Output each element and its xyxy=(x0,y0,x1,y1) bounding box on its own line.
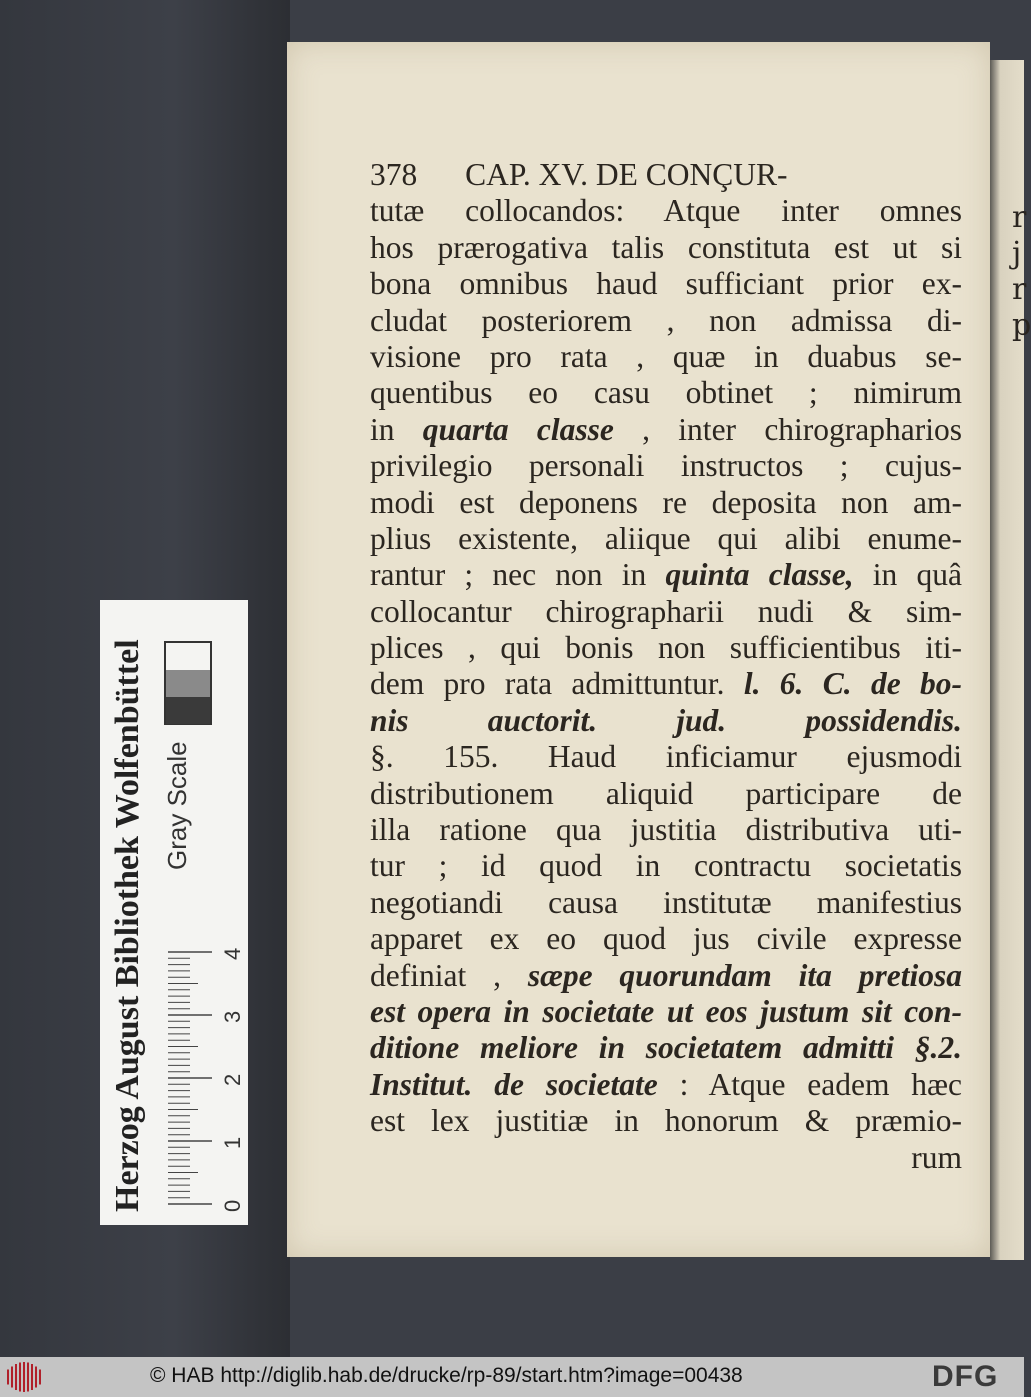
institution-label: Herzog August Bibliothek Wolfenbüttel xyxy=(109,639,146,1212)
scale-card xyxy=(100,600,248,1225)
text-segment: : Atque eadem hæc xyxy=(657,1066,963,1102)
copyright-link[interactable]: © HAB http://diglib.hab.de/drucke/rp-89/start.htm?image=00438 xyxy=(150,1364,743,1387)
text-segment: illa ratione qua justitia distributiva uti- xyxy=(370,812,962,848)
text-segment: collocantur chirographarii nudi & sim- xyxy=(370,593,962,629)
next-page-fragment: j xyxy=(1012,236,1022,271)
text-segment: §. 155. Haud inficiamur ejusmodi xyxy=(370,739,962,775)
text-segment: definiat , xyxy=(370,957,528,993)
text-line xyxy=(370,739,962,775)
italic-citation: ditione meliore in societatem admitti §.2. xyxy=(370,1030,962,1066)
text-line xyxy=(370,958,962,994)
text-segment: quentibus eo casu obtinet ; nimirum xyxy=(370,375,962,411)
text-segment: plius existente, aliique qui alibi enume- xyxy=(370,520,962,556)
text-segment: hos prærogativa talis constituta est ut si xyxy=(370,229,962,265)
text-segment: privilegio personali instructos ; cujus- xyxy=(370,448,962,484)
text-segment: visione pro rata , quæ in duabus se- xyxy=(370,338,962,374)
ruler-label: 3 xyxy=(220,1010,245,1023)
ruler xyxy=(168,948,245,1212)
next-page-fragment: r xyxy=(1012,272,1027,307)
text-line xyxy=(370,303,962,339)
text-segment: est lex justitiæ in honorum & præmio- xyxy=(370,1103,962,1139)
text-line xyxy=(370,1103,962,1139)
text-line xyxy=(370,885,962,921)
gray-scale-label: Gray Scale xyxy=(162,741,192,870)
text-segment: bona omnibus haud sufficiant prior ex- xyxy=(370,266,962,302)
text-line xyxy=(370,485,962,521)
text-line xyxy=(370,521,962,557)
text-segment: in xyxy=(370,411,423,447)
italic-citation: l. 6. C. de bo- xyxy=(743,666,962,702)
text-line xyxy=(370,375,962,411)
text-line xyxy=(370,266,962,302)
page-text xyxy=(370,157,962,1176)
text-line xyxy=(370,776,962,812)
text-line xyxy=(370,230,962,266)
italic-citation: est opera in societate ut eos justum sit con- xyxy=(370,993,962,1029)
text-segment: modi est deponens re deposita non am- xyxy=(370,484,962,520)
text-line xyxy=(370,921,962,957)
text-segment: rum xyxy=(911,1139,962,1175)
text-line xyxy=(370,630,962,666)
text-segment: tutæ collocandos: Atque inter omnes xyxy=(370,193,962,229)
next-page-fragment: p xyxy=(1012,308,1031,343)
text-line xyxy=(370,1030,962,1066)
text-segment: in quâ xyxy=(853,557,962,593)
footer-bar xyxy=(0,1357,1024,1397)
running-head xyxy=(370,157,962,193)
text-line xyxy=(370,448,962,484)
ruler-label: 0 xyxy=(220,1199,245,1212)
text-segment: apparet ex eo quod jus civile expresse xyxy=(370,921,962,957)
italic-citation: sæpe quorundam ita pretiosa xyxy=(527,957,962,993)
text-line xyxy=(370,339,962,375)
page-number: 378 xyxy=(370,157,418,192)
text-line xyxy=(370,1140,962,1176)
italic-citation: quinta classe, xyxy=(665,557,854,593)
text-line xyxy=(370,848,962,884)
italic-citation: quarta classe xyxy=(422,411,614,447)
italic-citation: Institut. de societate xyxy=(370,1066,658,1102)
text-line xyxy=(370,557,962,593)
adjacent-page-edge xyxy=(990,60,1031,1260)
ruler-label: 1 xyxy=(220,1136,245,1149)
text-segment: cludat posteriorem , non admissa di- xyxy=(370,302,962,338)
text-line xyxy=(370,412,962,448)
gray-scale-patch xyxy=(165,642,211,724)
text-segment: tur ; id quod in contractu societatis xyxy=(370,848,962,884)
hab-logo-icon xyxy=(5,1361,45,1393)
text-line xyxy=(370,1067,962,1103)
text-segment: distributionem aliquid participare de xyxy=(370,775,962,811)
text-line xyxy=(370,812,962,848)
text-line xyxy=(370,994,962,1030)
italic-citation: nis auctorit. jud. possidendis. xyxy=(370,702,962,738)
text-line xyxy=(370,594,962,630)
text-segment: negotiandi causa institutæ manifestius xyxy=(370,884,962,920)
chapter-heading: CAP. XV. DE CONÇUR- xyxy=(465,157,788,192)
text-line xyxy=(370,666,962,702)
ruler-label: 2 xyxy=(220,1073,245,1086)
text-line xyxy=(370,193,962,229)
text-segment: dem pro rata admittuntur. xyxy=(370,666,744,702)
next-page-fragment: r xyxy=(1012,200,1027,235)
text-segment: rantur ; nec non in xyxy=(370,557,666,593)
dfg-logo: DFG xyxy=(932,1360,999,1393)
ruler-label: 4 xyxy=(220,947,245,960)
text-segment: plices , qui bonis non sufficientibus iti- xyxy=(370,630,962,666)
text-line xyxy=(370,703,962,739)
text-segment: , inter chirographarios xyxy=(613,411,962,447)
